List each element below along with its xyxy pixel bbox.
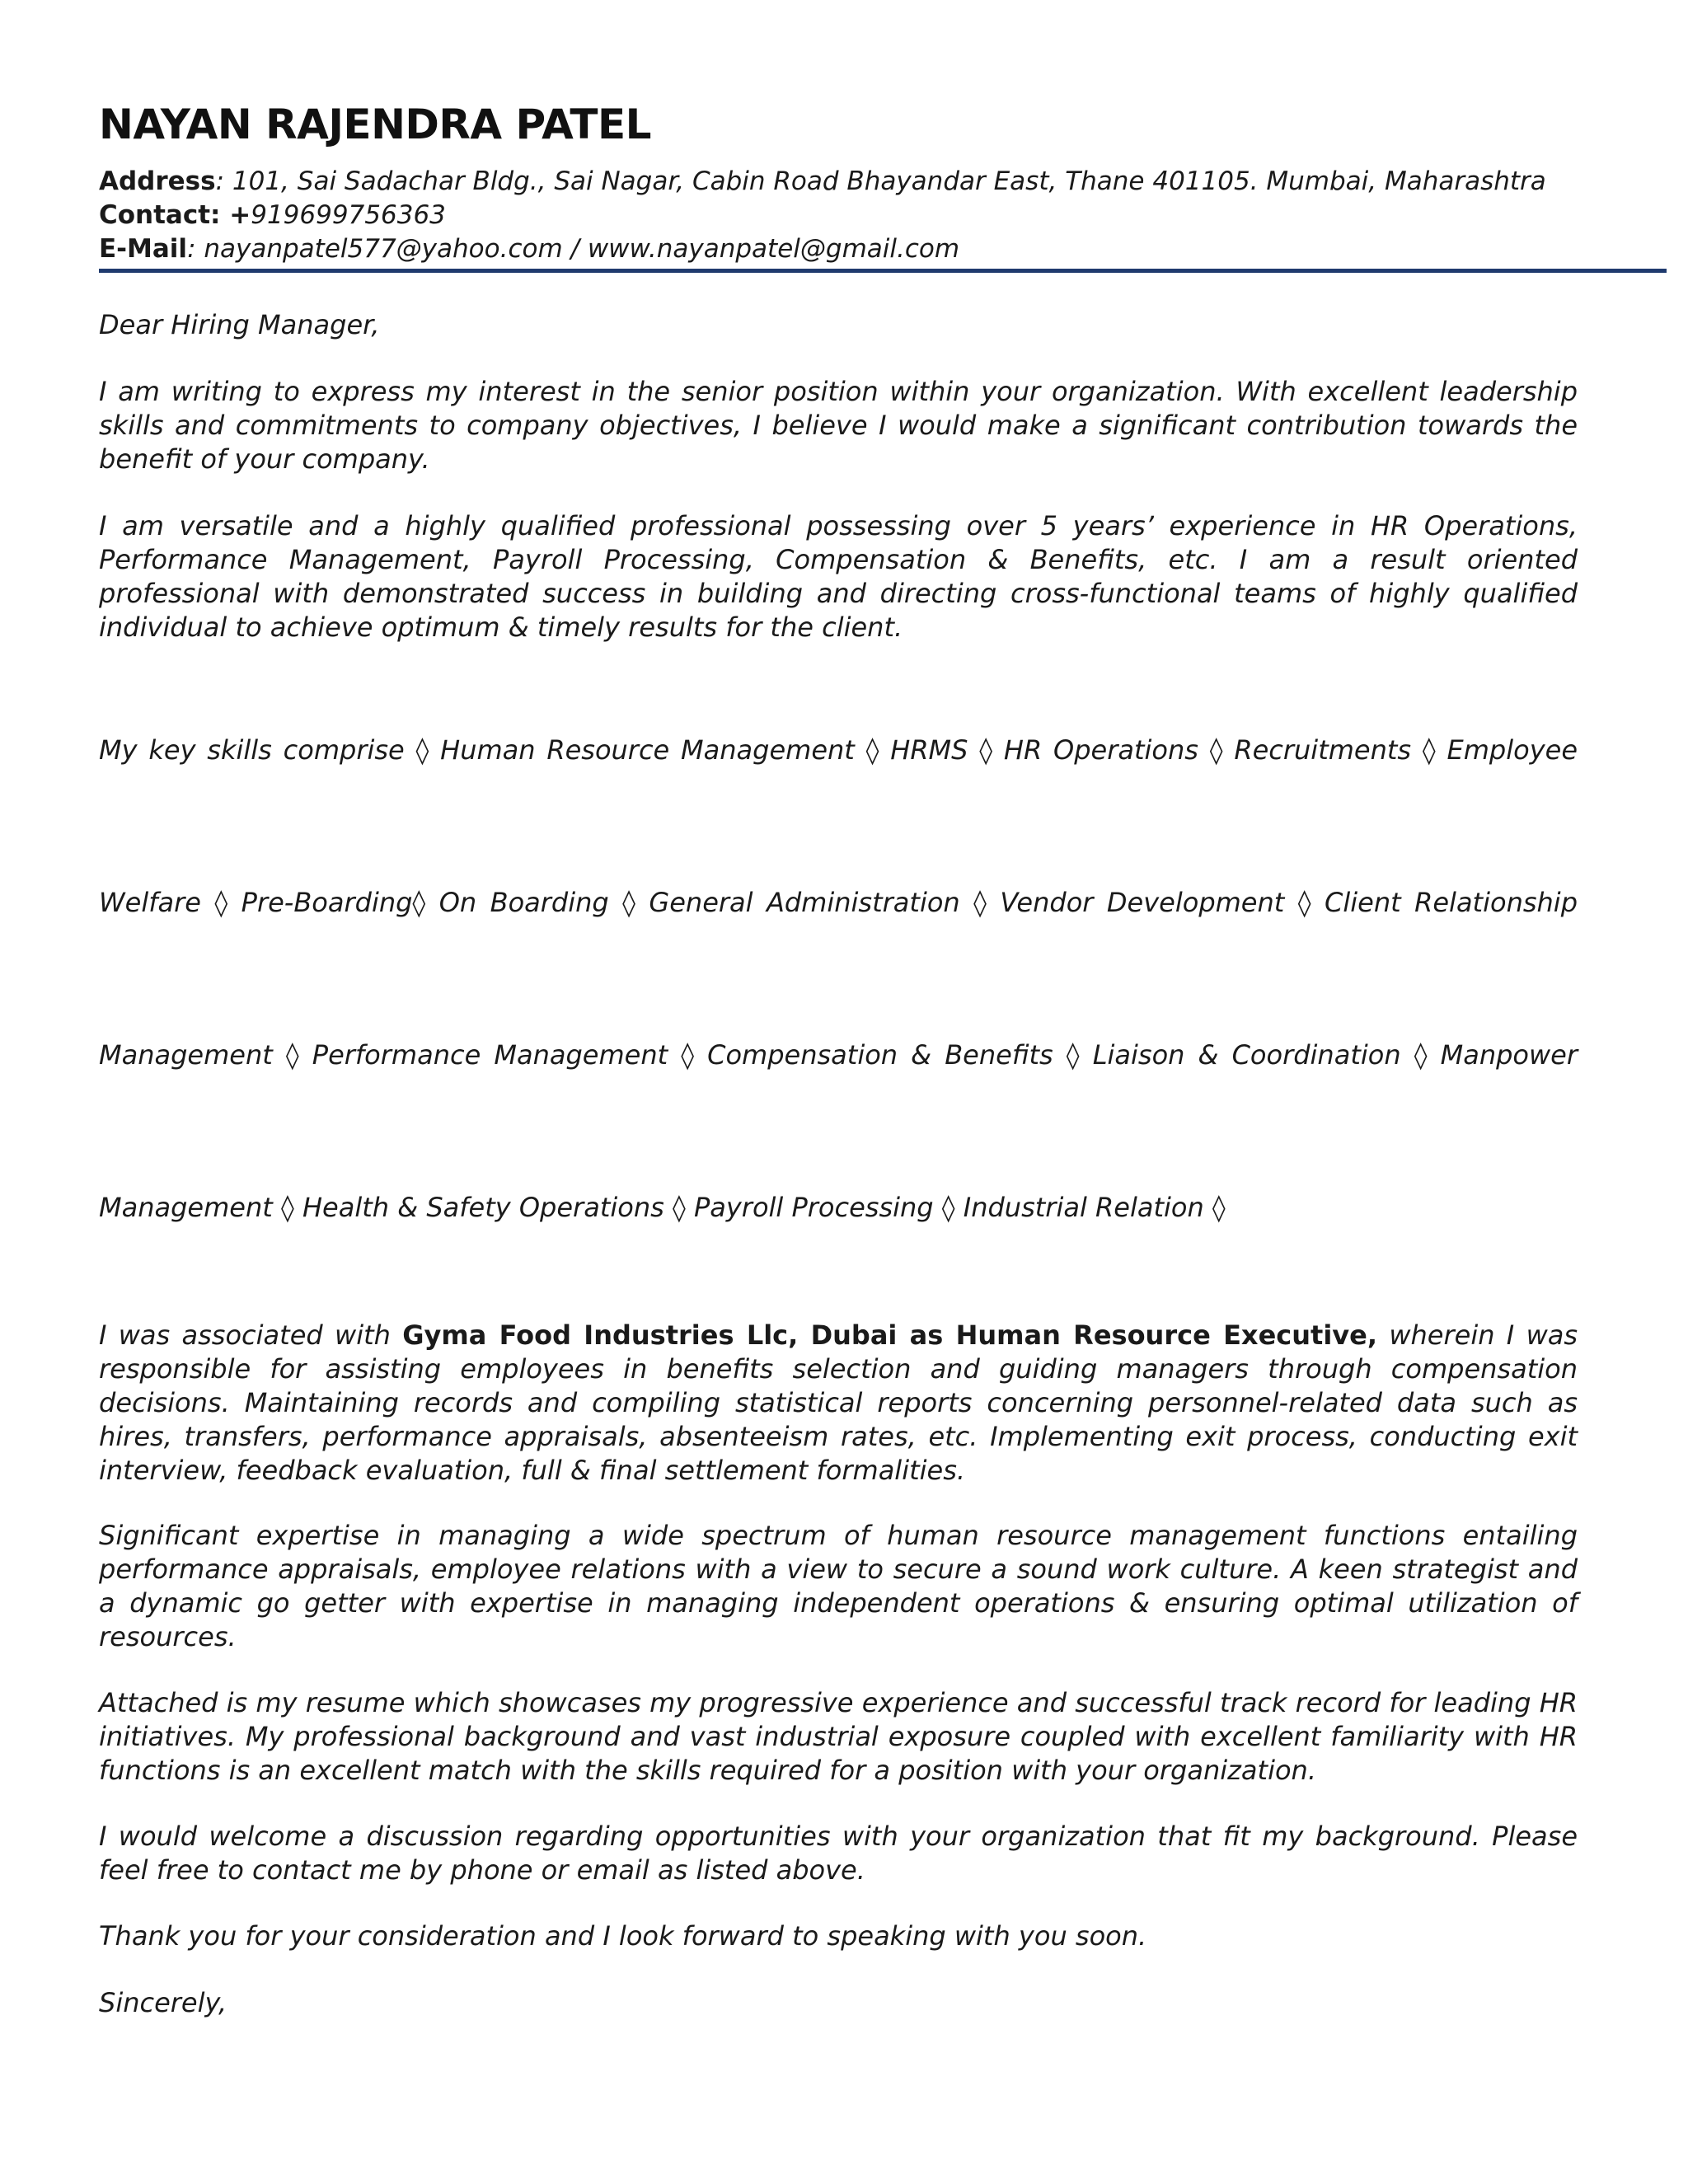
email-label: E-Mail <box>99 234 188 264</box>
address-value: : 101, Sai Sadachar Bldg., Sai Nagar, Cabin Road Bhayandar East, Thane 401105. Mumbai, Maharashtra <box>215 166 1546 196</box>
profile-paragraph: I am versatile and a highly qualified professional possessing over 5 years’ experience in HR Operations, Performance Management, Payroll Processing, Compensation & Benefits, etc. I am a result oriented professional with demonstrated success in building and directing cross-functional teams of highly qualified individual to achieve optimum & timely results for the client. <box>99 510 1578 643</box>
skills-line: My key skills comprise ◊ Human Resource Management ◊ HRMS ◊ HR Operations ◊ Recruitments ◊ Employee <box>99 734 1578 766</box>
email-value: : nayanpatel577@yahoo.com / www.nayanpatel@gmail.com <box>187 234 960 264</box>
skills-line: Welfare ◊ Pre-Boarding◊ On Boarding ◊ General Administration ◊ Vendor Development ◊ Client Relationship <box>99 887 1578 918</box>
skills-line: Management ◊ Health & Safety Operations ◊ Payroll Processing ◊ Industrial Relation ◊ <box>99 1192 1226 1223</box>
address-label: Address <box>99 166 216 196</box>
experience-details: wherein I was responsible for assisting employees in benefits selection and guiding managers through compensation decisions. Maintaining records and compiling statistical reports concerning personnel-related data such as hires, transfers, performance appraisals, absenteeism rates, etc. Implementing exit process, conducting exit interview, feedback evaluation, full & final settlement formalities. <box>99 1319 1578 1486</box>
salutation: Dear Hiring Manager, <box>99 309 380 340</box>
address-line <box>99 165 1546 198</box>
applicant-name: NAYAN RAJENDRA PATEL <box>99 101 652 148</box>
experience-prefix: I was associated with <box>99 1319 403 1351</box>
experience-paragraph <box>99 1319 1578 1488</box>
welcome-paragraph: I would welcome a discussion regarding opportunities with your organization that fit my background. Please feel free to contact me by phone or email as listed above. <box>99 1821 1578 1886</box>
contact-line <box>99 199 446 232</box>
header-divider <box>99 269 1667 273</box>
expertise-paragraph: Significant expertise in managing a wide spectrum of human resource management functions entailing performance appraisals, employee relations with a view to secure a sound work culture. A keen strategist and a dynamic go getter with expertise in managing independent operations & ensuring optimal utilization of resources. <box>99 1520 1578 1652</box>
contact-phone: 919699756363 <box>251 200 446 230</box>
attached-paragraph: Attached is my resume which showcases my progressive experience and successful track record for leading HR initiatives. My professional background and vast industrial exposure coupled with excellent familiarity with HR functions is an excellent match with the skills required for a position with your organization. <box>99 1687 1578 1786</box>
contact-label: Contact: + <box>99 200 251 230</box>
email-line <box>99 232 959 265</box>
experience-employer: Gyma Food Industries Llc, Dubai as Human Resource Executive, <box>402 1319 1378 1351</box>
intro-paragraph: I am writing to express my interest in the senior position within your organization. With excellent leadership skills and commitments to company objectives, I believe I would make a significant contribution towards the benefit of your company. <box>99 376 1578 475</box>
thanks-paragraph: Thank you for your consideration and I look forward to speaking with you soon. <box>99 1920 1147 1952</box>
closing: Sincerely, <box>99 1987 227 2018</box>
skills-line: Management ◊ Performance Management ◊ Compensation & Benefits ◊ Liaison & Coordination ◊ Manpower <box>99 1039 1578 1071</box>
